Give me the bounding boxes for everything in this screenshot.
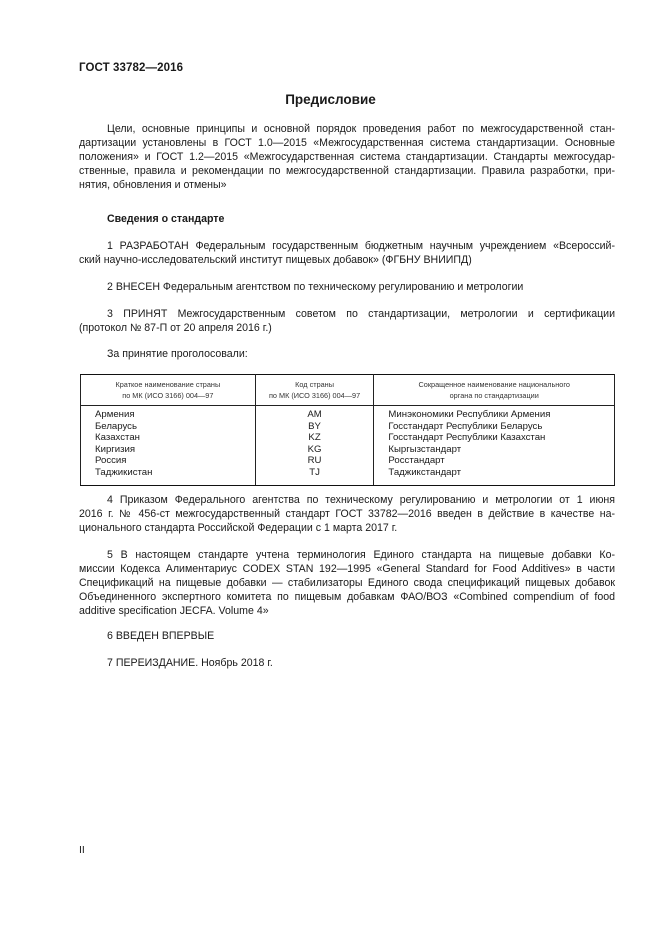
country-name: Беларусь (95, 420, 137, 432)
column-header-body: Сокращенное наименование национального органа по стандартизации (374, 375, 615, 406)
country-code: AM (307, 409, 322, 420)
country-name: Россия (95, 455, 127, 467)
item-3-line: 3 ПРИНЯТ Межгосударственным советом по стандартизации, метрологии и сертификации (107, 308, 615, 320)
standard-code-header: ГОСТ 33782—2016 (79, 62, 184, 74)
table-row (81, 406, 615, 486)
country-name: Таджикистан (95, 466, 153, 478)
country-code: BY (308, 420, 321, 432)
item-4-line: 4 Приказом Федерального агентства по техническому регулированию и метрологии от 1 июня (107, 494, 615, 506)
country-code: RU (307, 455, 322, 467)
page-number: II (79, 844, 85, 856)
item-3-line: (протокол № 87-П от 20 апреля 2016 г.) (79, 322, 272, 334)
country-code: KG (307, 443, 322, 455)
intro-line: Цели, основные принципы и основной порядок проведения работ по межгосударственной стан- (107, 123, 615, 135)
item-6-paragraph (79, 629, 615, 643)
country-code: KZ (308, 432, 321, 444)
item-2-paragraph (79, 280, 615, 294)
country-name: Армения (95, 409, 135, 420)
item-4-paragraph (79, 493, 615, 535)
country-name: Киргизия (95, 443, 136, 455)
voting-countries-table (80, 374, 615, 486)
intro-line: ственные, правила и рекомендации по межгосударственной стандартизации. Правила разработки, при- (79, 165, 615, 177)
page-title: Предисловие (285, 92, 376, 107)
standards-body: Росстандарт (388, 455, 445, 467)
column-header-country: Краткое наименование страны по МК (ИСО 3166) 004—97 (81, 375, 256, 406)
table-header-row (81, 375, 615, 406)
item-1-paragraph (79, 239, 615, 267)
standard-info-heading: Сведения о стандарте (107, 213, 225, 225)
intro-line: нятия, обновления и отмены» (79, 179, 227, 191)
body-cell (374, 406, 615, 486)
item-4-line: ционального стандарта Российской Федерации с 1 марта 2017 г. (79, 522, 398, 534)
code-cell (255, 406, 374, 486)
item-5-line: additive specification JECFA. Volume 4» (79, 605, 269, 617)
item-6-line: 6 ВВЕДЕН ВПЕРВЫЕ (107, 630, 215, 642)
standards-body: Кыргызстандарт (388, 443, 462, 455)
country-code: TJ (309, 466, 320, 478)
item-5-paragraph (79, 548, 615, 618)
intro-line: положения» и ГОСТ 1.2—2015 «Межгосударственная система стандартизации. Стандарты межгосудар- (79, 151, 615, 163)
item-4-line: 2016 г. № 456-ст межгосударственный стандарт ГОСТ 33782—2016 введен в действие в качестве на- (79, 508, 615, 520)
voted-paragraph (79, 347, 615, 361)
standards-body: Минэкономики Республики Армения (388, 409, 551, 420)
item-1-line: 1 РАЗРАБОТАН Федеральным государственным бюджетным научным учреждением «Всероссий- (107, 240, 615, 252)
item-7-paragraph (79, 656, 615, 670)
item-3-paragraph (79, 307, 615, 335)
item-7-line: 7 ПЕРЕИЗДАНИЕ. Ноябрь 2018 г. (107, 657, 273, 669)
item-2-line: 2 ВНЕСЕН Федеральным агентством по техническому регулированию и метрологии (107, 281, 524, 293)
column-header-code: Код страны по МК (ИСО 3166) 004—97 (255, 375, 374, 406)
standards-body: Таджикстандарт (388, 466, 462, 478)
item-1-line: ский научно-исследовательский институт пищевых добавок» (ФГБНУ ВНИИПД) (79, 254, 472, 266)
country-cell (81, 406, 256, 486)
item-5-line: миссии Кодекса Алиментариус CODEX STAN 192—1995 «General Standard for Food Additives» в части (79, 563, 615, 575)
voted-line: За принятие проголосовали: (107, 348, 248, 360)
standards-body: Госстандарт Республики Беларусь (388, 420, 543, 432)
item-5-line: Объединенного экспертного комитета по пищевым добавкам ФАО/ВОЗ «Combined compendium of food (79, 591, 615, 603)
intro-line: дартизации установлены в ГОСТ 1.0—2015 «Межгосударственная система стандартизации. Основные (79, 137, 615, 149)
item-5-line: Спецификаций на пищевые добавки — стабилизаторы Единого свода спецификаций пищевых добавок (79, 577, 615, 589)
standards-body: Госстандарт Республики Казахстан (388, 432, 546, 444)
item-5-line: 5 В настоящем стандарте учтена терминология Единого стандарта на пищевые добавки Ко- (107, 549, 615, 561)
country-name: Казахстан (95, 432, 140, 444)
intro-paragraph (79, 122, 615, 192)
